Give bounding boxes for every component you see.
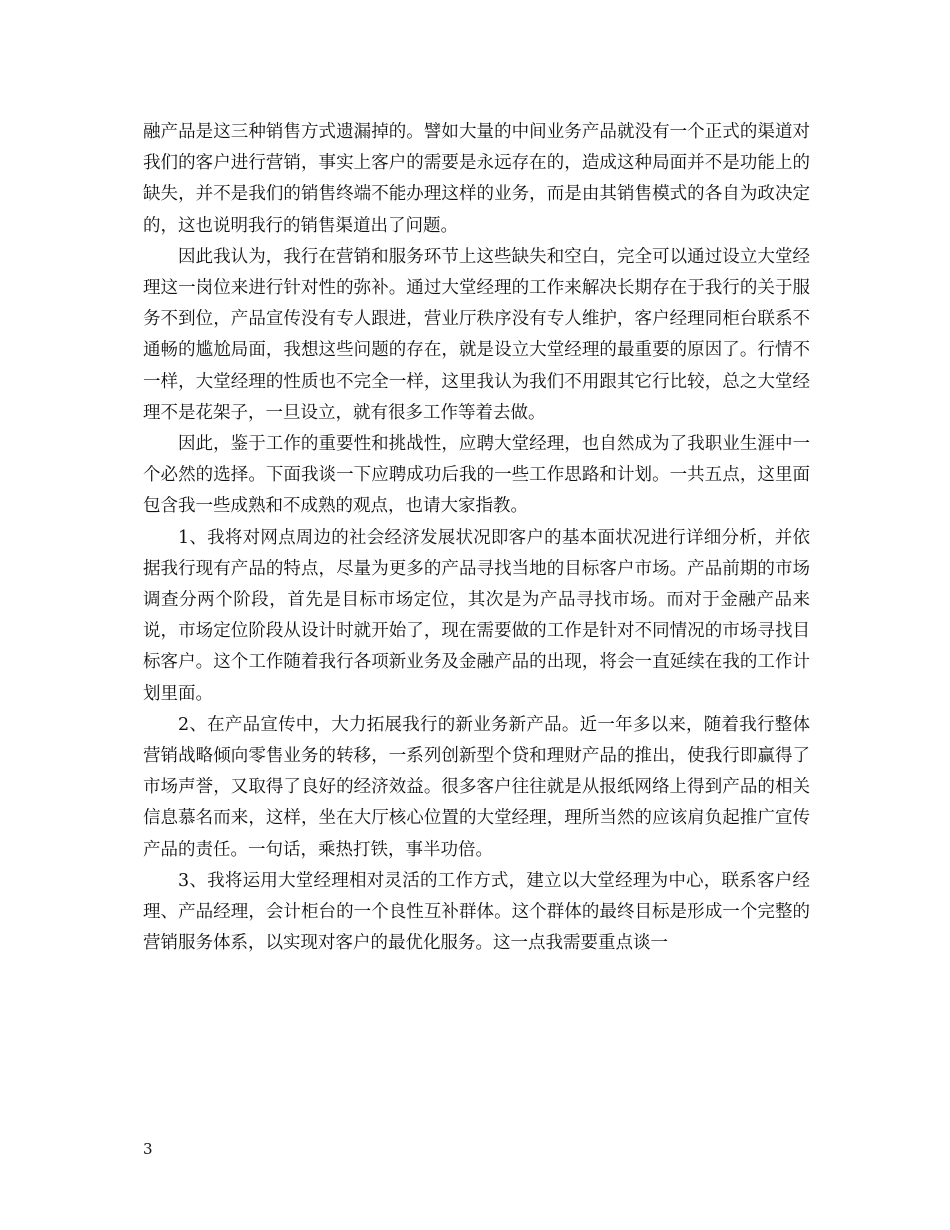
document-body (143, 117, 810, 959)
paragraph-1: 融产品是这三种销售方式遗漏掉的。譬如大量的中间业务产品就没有一个正式的渠道对我们的客户进行营销，事实上客户的需要是永远存在的，造成这种局面并不是功能上的缺失，并不是我们的销售终端不能办理这样的业务，而是由其销售模式的各自为政决定的，这也说明我行的销售渠道出了问题。 (143, 122, 810, 236)
paragraph-3: 因此，鉴于工作的重要性和挑战性，应聘大堂经理，也自然成为了我职业生涯中一个必然的选择。下面我谈一下应聘成功后我的一些工作思路和计划。一共五点，这里面包含我一些成熟和不成熟的观点，也请大家指教。 (143, 434, 810, 517)
paragraph-4: 1、我将对网点周边的社会经济发展状况即客户的基本面状况进行详细分析，并依据我行现有产品的特点，尽量为更多的产品寻找当地的目标客户市场。产品前期的市场调查分两个阶段，首先是目标市场定位，其次是为产品寻找市场。而对于金融产品来说，市场定位阶段从设计时就开始了，现在需要做的工作是针对不同情况的市场寻找目标客户。这个工作随着我行各项新业务及金融产品的出现，将会一直延续在我的工作计划里面。 (143, 527, 810, 704)
paragraph-5: 2、在产品宣传中，大力拓展我行的新业务新产品。近一年多以来，随着我行整体营销战略倾向零售业务的转移，一系列创新型个贷和理财产品的推出，使我行即赢得了市场声誉，又取得了良好的经济效益。很多客户往往就是从报纸网络上得到产品的相关信息慕名而来，这样，坐在大厅核心位置的大堂经理，理所当然的应该肩负起推广宣传产品的责任。一句话，乘热打铁，事半功倍。 (143, 714, 810, 860)
paragraph-2: 因此我认为，我行在营销和服务环节上这些缺失和空白，完全可以通过设立大堂经理这一岗位来进行针对性的弥补。通过大堂经理的工作来解决长期存在于我行的关于服务不到位，产品宣传没有专人跟进，营业厅秩序没有专人维护，客户经理同柜台联系不通畅的尴尬局面，我想这些问题的存在，就是设立大堂经理的最重要的原因了。行情不一样，大堂经理的性质也不完全一样，这里我认为我们不用跟其它行比较，总之大堂经理不是花架子，一旦设立，就有很多工作等着去做。 (143, 246, 810, 423)
paragraph-6: 3、我将运用大堂经理相对灵活的工作方式，建立以大堂经理为中心，联系客户经理、产品经理，会计柜台的一个良性互补群体。这个群体的最终目标是形成一个完整的营销服务体系，以实现对客户的最优化服务。这一点我需要重点谈一 (143, 870, 810, 954)
page-number: 3 (143, 1140, 153, 1158)
